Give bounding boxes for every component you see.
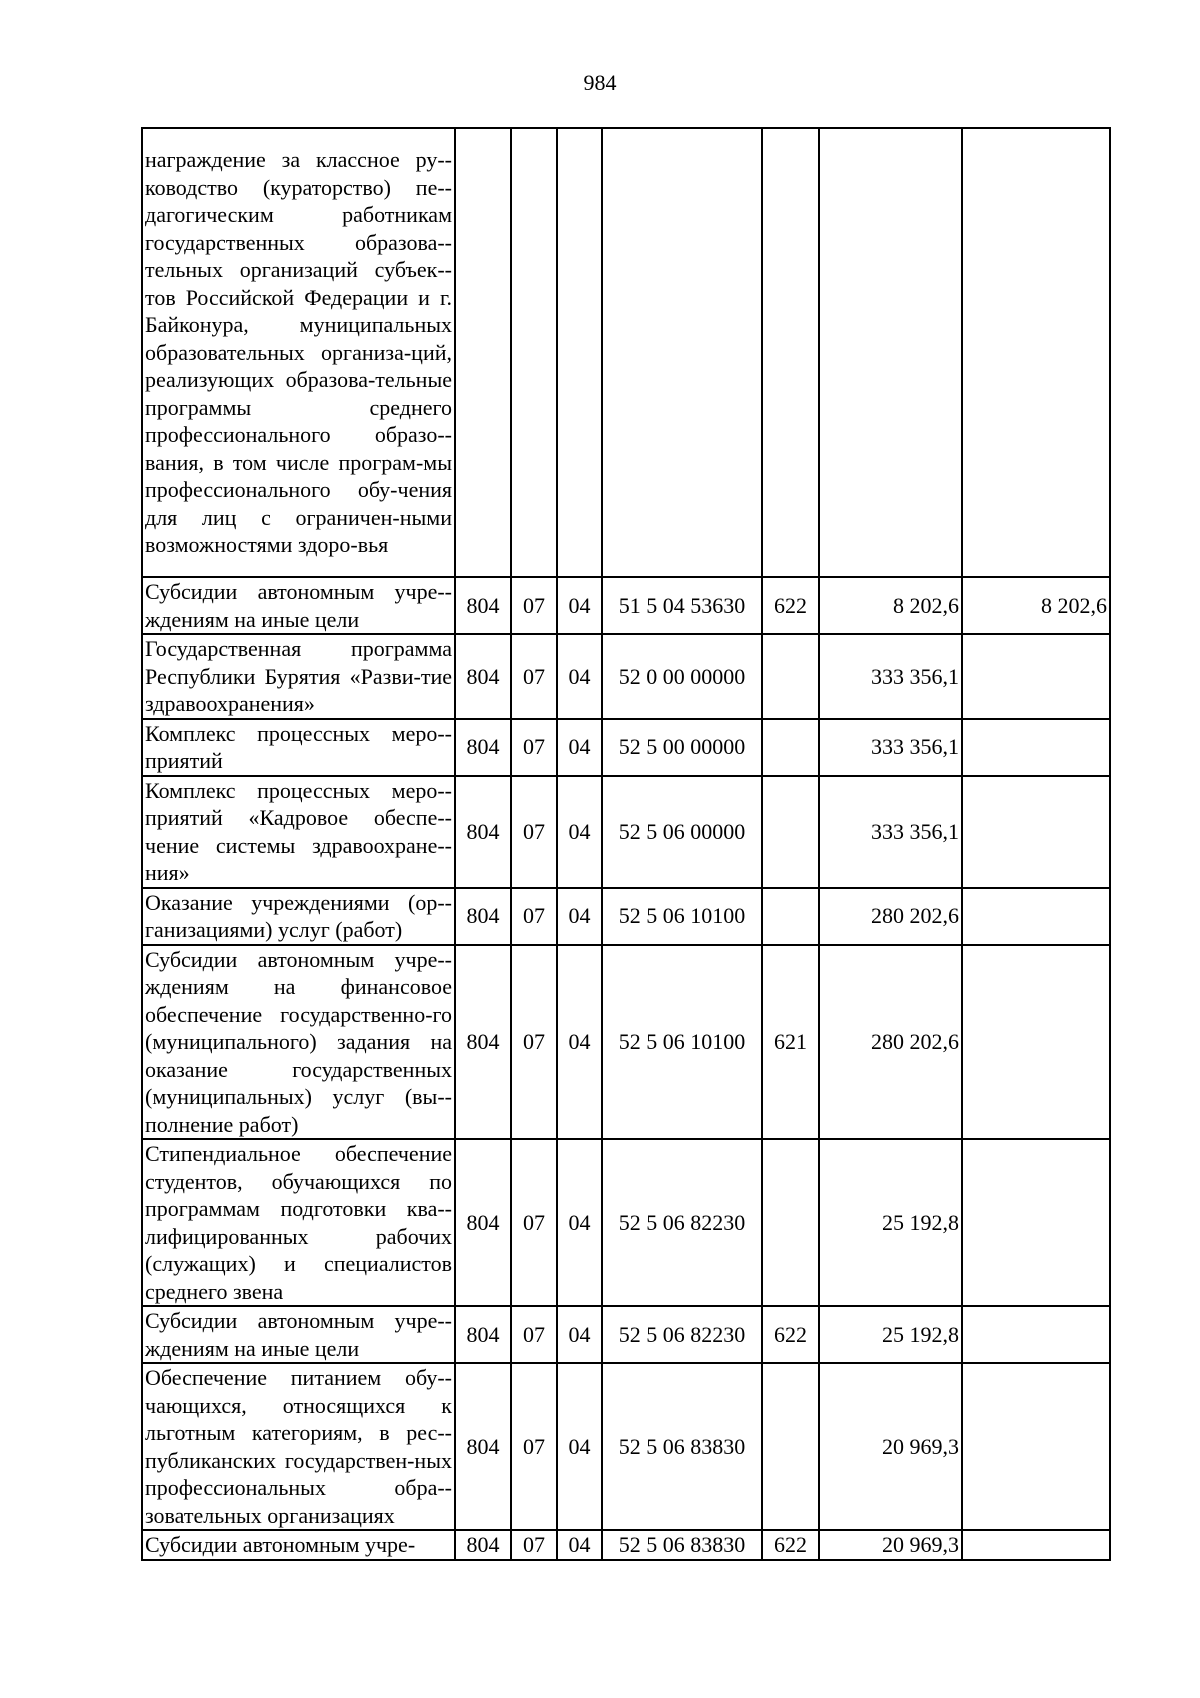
cell-csr: 52 5 06 00000 xyxy=(602,776,762,888)
page-number: 984 xyxy=(583,70,617,95)
cell-csr: 52 5 00 00000 xyxy=(602,719,762,776)
row-description: Субсидии автономным учре- xyxy=(142,1530,455,1560)
cell-sum-1: 280 202,6 xyxy=(819,945,962,1140)
cell-pr: 04 xyxy=(557,719,602,776)
cell-sum-2 xyxy=(962,1530,1110,1560)
row-description: Стипендиальное обеспечение студентов, обучающихся по программам подготовки ква-лифицированных рабочих (служащих) и специалистов среднего звена xyxy=(142,1139,455,1306)
table-row xyxy=(142,776,1110,888)
cell-sum-1: 280 202,6 xyxy=(819,888,962,945)
cell-rz: 07 xyxy=(511,945,557,1140)
cell-sum-2 xyxy=(962,1139,1110,1306)
cell-pr: 04 xyxy=(557,1306,602,1363)
table-row xyxy=(142,945,1110,1140)
cell-sum-1: 20 969,3 xyxy=(819,1363,962,1530)
row-description: Субсидии автономным учре-ждениям на иные цели xyxy=(142,1306,455,1363)
cell-vr xyxy=(762,719,819,776)
table-row xyxy=(142,1139,1110,1306)
cell-csr: 52 5 06 82230 xyxy=(602,1139,762,1306)
cell-pr: 04 xyxy=(557,577,602,634)
cell-pr xyxy=(557,128,602,577)
cell-rz: 07 xyxy=(511,1306,557,1363)
cell-pr: 04 xyxy=(557,1363,602,1530)
cell-vr xyxy=(762,128,819,577)
cell-rz: 07 xyxy=(511,719,557,776)
row-description: Комплекс процессных меро-приятий «Кадровое обеспе-чение системы здравоохране-ния» xyxy=(142,776,455,888)
table-row xyxy=(142,128,1110,577)
cell-sum-2 xyxy=(962,945,1110,1140)
cell-rz: 07 xyxy=(511,577,557,634)
cell-pr: 04 xyxy=(557,634,602,719)
table-row xyxy=(142,1363,1110,1530)
budget-table xyxy=(141,127,1111,1561)
cell-vr xyxy=(762,634,819,719)
row-description: Оказание учреждениями (ор-ганизациями) услуг (работ) xyxy=(142,888,455,945)
table-row xyxy=(142,1306,1110,1363)
cell-ved: 804 xyxy=(455,634,511,719)
cell-ved: 804 xyxy=(455,1306,511,1363)
table-row xyxy=(142,888,1110,945)
cell-ved: 804 xyxy=(455,719,511,776)
cell-pr: 04 xyxy=(557,1530,602,1560)
cell-sum-1: 25 192,8 xyxy=(819,1306,962,1363)
cell-rz: 07 xyxy=(511,634,557,719)
cell-csr xyxy=(602,128,762,577)
cell-rz xyxy=(511,128,557,577)
table-row xyxy=(142,719,1110,776)
row-description: Комплекс процессных меро-приятий xyxy=(142,719,455,776)
cell-pr: 04 xyxy=(557,888,602,945)
cell-sum-1: 8 202,6 xyxy=(819,577,962,634)
cell-vr xyxy=(762,1139,819,1306)
cell-sum-2 xyxy=(962,1306,1110,1363)
cell-sum-2 xyxy=(962,776,1110,888)
cell-vr xyxy=(762,776,819,888)
row-description: Обеспечение питанием обу-чающихся, относящихся к льготным категориям, в рес-публиканских государствен-ных профессиональных обра-зовательных организациях xyxy=(142,1363,455,1530)
cell-csr: 51 5 04 53630 xyxy=(602,577,762,634)
cell-ved: 804 xyxy=(455,888,511,945)
cell-vr: 622 xyxy=(762,1530,819,1560)
row-description: Субсидии автономным учре-ждениям на иные цели xyxy=(142,577,455,634)
cell-csr: 52 5 06 83830 xyxy=(602,1363,762,1530)
cell-rz: 07 xyxy=(511,1530,557,1560)
cell-sum-2: 8 202,6 xyxy=(962,577,1110,634)
cell-rz: 07 xyxy=(511,888,557,945)
cell-csr: 52 0 00 00000 xyxy=(602,634,762,719)
cell-sum-2 xyxy=(962,1363,1110,1530)
cell-ved: 804 xyxy=(455,945,511,1140)
cell-rz: 07 xyxy=(511,1363,557,1530)
table-row xyxy=(142,1530,1110,1560)
cell-ved: 804 xyxy=(455,1530,511,1560)
cell-sum-2 xyxy=(962,128,1110,577)
cell-ved: 804 xyxy=(455,1363,511,1530)
row-description: Субсидии автономным учре-ждениям на финансовое обеспечение государственно-го (муниципального) задания на оказание государственных (муниципальных) услуг (вы-полнение работ) xyxy=(142,945,455,1140)
cell-sum-2 xyxy=(962,888,1110,945)
cell-ved: 804 xyxy=(455,1139,511,1306)
cell-sum-1: 20 969,3 xyxy=(819,1530,962,1560)
cell-vr xyxy=(762,888,819,945)
table-row xyxy=(142,634,1110,719)
cell-ved: 804 xyxy=(455,577,511,634)
cell-pr: 04 xyxy=(557,1139,602,1306)
cell-rz: 07 xyxy=(511,776,557,888)
row-description: награждение за классное ру-ководство (кураторство) пе-дагогическим работникам государственных образова-тельных организаций субъек-тов Российской Федерации и г. Байконура, муниципальных образовательных организа-ций, реализующих образова-тельные программы среднего профессионального образо-вания, в том числе програм-мы профессионального обу-чения для лиц с ограничен-ными возможностями здоро-вья xyxy=(142,128,455,577)
cell-ved: 804 xyxy=(455,776,511,888)
cell-vr: 622 xyxy=(762,577,819,634)
cell-sum-2 xyxy=(962,719,1110,776)
cell-csr: 52 5 06 10100 xyxy=(602,888,762,945)
cell-pr: 04 xyxy=(557,945,602,1140)
row-description: Государственная программа Республики Бурятия «Разви-тие здравоохранения» xyxy=(142,634,455,719)
cell-ved xyxy=(455,128,511,577)
table-row xyxy=(142,577,1110,634)
cell-sum-1: 333 356,1 xyxy=(819,776,962,888)
cell-rz: 07 xyxy=(511,1139,557,1306)
cell-pr: 04 xyxy=(557,776,602,888)
cell-csr: 52 5 06 82230 xyxy=(602,1306,762,1363)
cell-csr: 52 5 06 10100 xyxy=(602,945,762,1140)
cell-vr: 622 xyxy=(762,1306,819,1363)
cell-csr: 52 5 06 83830 xyxy=(602,1530,762,1560)
cell-vr xyxy=(762,1363,819,1530)
cell-sum-1 xyxy=(819,128,962,577)
cell-sum-1: 25 192,8 xyxy=(819,1139,962,1306)
cell-sum-2 xyxy=(962,634,1110,719)
cell-sum-1: 333 356,1 xyxy=(819,634,962,719)
cell-vr: 621 xyxy=(762,945,819,1140)
cell-sum-1: 333 356,1 xyxy=(819,719,962,776)
